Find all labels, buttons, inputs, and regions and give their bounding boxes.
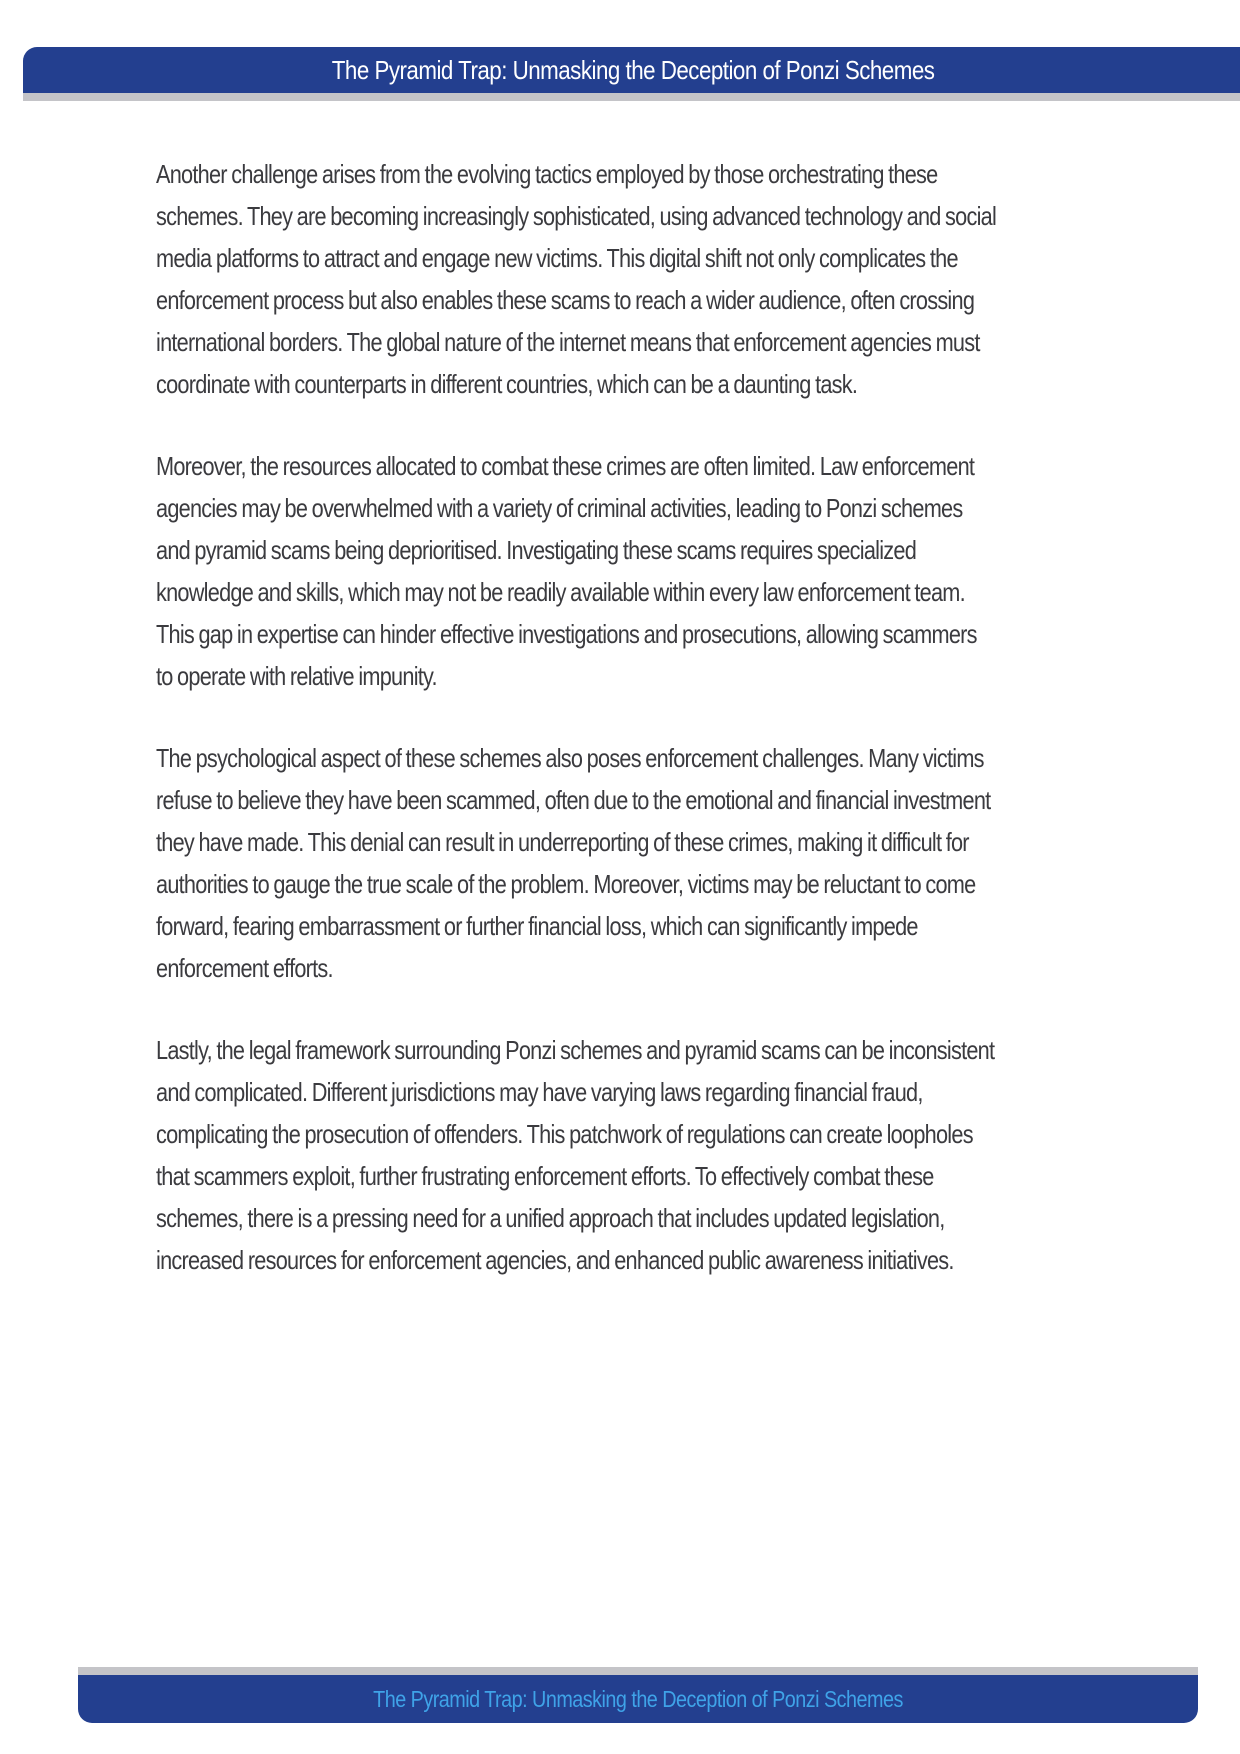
text-line: coordinate with counterparts in different countries, which can be a daunting task.: [156, 369, 858, 399]
page-body: [156, 153, 1086, 1321]
text-line: Moreover, the resources allocated to combat these crimes are often limited. Law enforcement: [156, 451, 975, 481]
text-line: that scammers exploit, further frustrating enforcement efforts. To effectively combat these: [156, 1161, 934, 1191]
text-line: This gap in expertise can hinder effective investigations and prosecutions, allowing scammers: [156, 619, 977, 649]
running-footer-title: The Pyramid Trap: Unmasking the Deception of Ponzi Schemes: [373, 1686, 903, 1712]
text-line: Another challenge arises from the evolving tactics employed by those orchestrating these: [156, 159, 938, 189]
footer-divider: [78, 1667, 1198, 1675]
text-line: complicating the prosecution of offenders. This patchwork of regulations can create loopholes: [156, 1119, 973, 1149]
text-line: enforcement process but also enables these scams to reach a wider audience, often crossing: [156, 285, 975, 315]
text-line: increased resources for enforcement agencies, and enhanced public awareness initiatives.: [156, 1245, 954, 1275]
running-header-title: The Pyramid Trap: Unmasking the Deception of Ponzi Schemes: [331, 55, 935, 85]
text-line: knowledge and skills, which may not be readily available within every law enforcement team.: [156, 577, 965, 607]
paragraph: [156, 153, 997, 405]
text-line: Lastly, the legal framework surrounding Ponzi schemes and pyramid scams can be inconsistent: [156, 1035, 995, 1065]
text-line: forward, fearing embarrassment or further financial loss, which can significantly impede: [156, 911, 918, 941]
paragraph: [156, 1029, 995, 1281]
text-line: enforcement efforts.: [156, 953, 333, 983]
text-line: agencies may be overwhelmed with a variety of criminal activities, leading to Ponzi schemes: [156, 493, 963, 523]
text-line: they have made. This denial can result in underreporting of these crimes, making it difficult for: [156, 827, 969, 857]
text-line: refuse to believe they have been scammed, often due to the emotional and financial investment: [156, 785, 991, 815]
text-line: schemes. They are becoming increasingly sophisticated, using advanced technology and social: [156, 201, 997, 231]
header-divider: [23, 93, 1240, 101]
text-line: authorities to gauge the true scale of the problem. Moreover, victims may be reluctant to come: [156, 869, 976, 899]
text-line: to operate with relative impunity.: [156, 661, 437, 691]
text-line: international borders. The global nature of the internet means that enforcement agencies must: [156, 327, 980, 357]
text-line: and complicated. Different jurisdictions may have varying laws regarding financial fraud,: [156, 1077, 923, 1107]
paragraph: [156, 737, 991, 989]
paragraph: [156, 445, 977, 697]
text-line: schemes, there is a pressing need for a unified approach that includes updated legislation,: [156, 1203, 945, 1233]
text-line: The psychological aspect of these schemes also poses enforcement challenges. Many victims: [156, 743, 984, 773]
text-line: and pyramid scams being deprioritised. Investigating these scams requires specialized: [156, 535, 917, 565]
text-line: media platforms to attract and engage new victims. This digital shift not only complicates the: [156, 243, 958, 273]
